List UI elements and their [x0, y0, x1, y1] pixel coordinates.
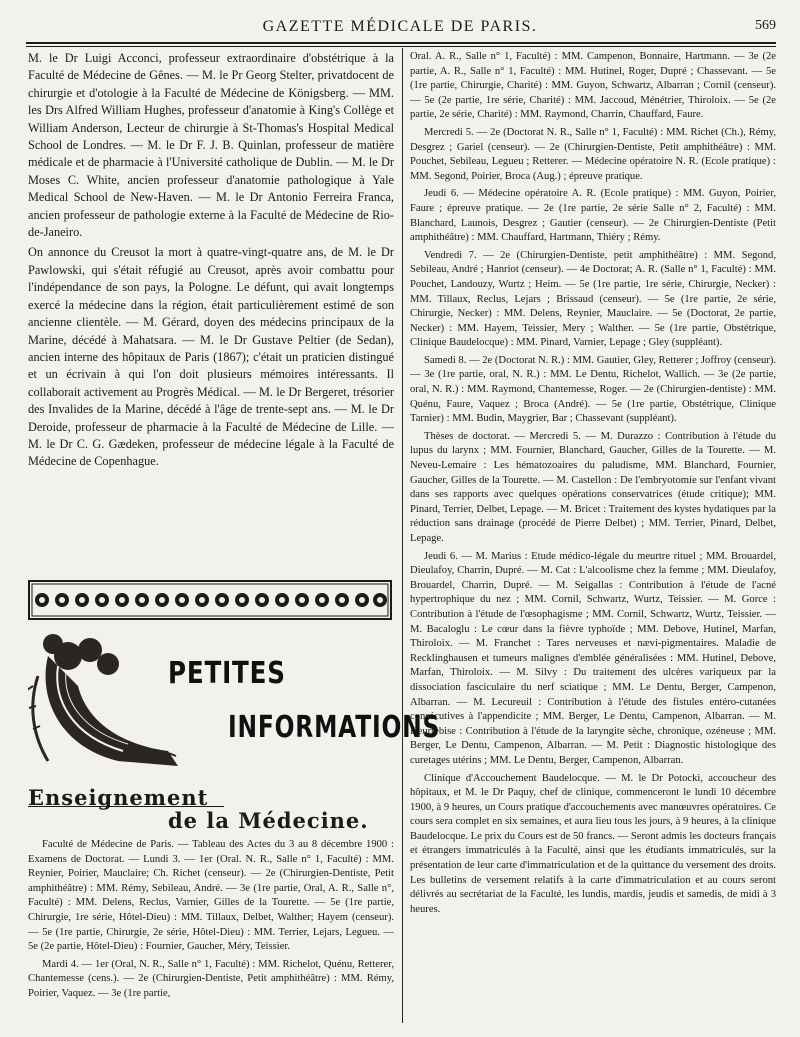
petites-informations-banner: [28, 626, 441, 776]
paragraph: Mardi 4. — 1er (Oral, N. R., Salle n° 1, Faculté) : MM. Richelot, Quénu, Retterer, Chantemesse (cens.). — 2e (Chirurgien-Dentiste, Petit amphithéâtre) : MM. Rémy, Poirier, Vaquez. — 3e (1re partie,: [28, 958, 394, 999]
paragraph: Oral. A. R., Salle n° 1, Faculté) : MM. Campenon, Bonnaire, Hartmann. — 3e (2e partie, A. R., Salle n° 1, Faculté) : MM. Hutinel, Roger, Dupré ; Chassevant. — 5e (1re partie, Chirurgie, Charité) : MM. Guyon, Schwartz, Albarran ; Cornil (censeur). — 5e (2e partie, 1re série, Charité) : MM. Jaccoud, Ménétrier, Thiroloix. — 5e (2e partie, 2e série, Charité) : MM. Raymond, Charrin, Chauffard, Faure.: [410, 51, 776, 121]
cornucopia-illustration: [28, 626, 188, 776]
journal-title: GAZETTE MÉDICALE DE PARIS.: [262, 18, 538, 35]
heading-underline: [28, 806, 224, 807]
paragraph: On annonce du Creusot la mort à quatre-vingt-quatre ans, de M. le Dr Pawlowski, qui s'était réfugié au Creusot, après avoir combattu pour l'indépendance de son pays, la Pologne. Le défunt, qui avait longtemps exercé la médecine dans la région, était particulièrement estimé de son ancienne clientèle. — M. Gérard, doyen des médecins principaux de la Marine, décédé à Mahatsara. — M. le Dr Gustave Peltier (de Sedan), ancien interne des hôpitaux de Paris (1867); c'était un praticien distingué et un écrivain à qui l'on doit plusieurs mémoires intéressants. Il collaborait activement au Progrès Médical. — M. le Dr Bergeret, trésorier des Invalides de la Marine, décédé à l'âge de trente-sept ans. — M. le Dr Deroide, professeur de pharmacie à la Faculté de Médecine de Lille. — M. le Dr C. G. Gædeken, professeur de médecine légale à la Faculté de Médecine de Copenhague.: [28, 245, 394, 469]
page-header: [22, 14, 778, 40]
ornamental-border: [28, 580, 392, 620]
page-number: 569: [755, 18, 776, 33]
paragraph: Vendredi 7. — 2e (Chirurgien-Dentiste, petit amphithéâtre) : MM. Segond, Sebileau, André ; Hanriot (censeur). — 4e Doctorat; A. R. (Salle n° 1, Faculté) : MM. Pouchet, Landouzy, Wurtz ; Heim. — 5e (1re partie, 1re série, Chirurgie, Necker) : MM. Tillaux, Reclus, Lejars ; Brissaud (censeur). — 5e (1re partie, 2e série, Chirurgie, Necker) : MM. Delens, Reynier, Mauclaire. — 5e (Doctorat, 2e partie, Necker) : MM. Hayem, Teissier, Mery ; Walther. — 5e (1re partie, Obstétrique, Clinique Baudelocque) : MM. Pinard, Varnier, Lepage ; Gley (suppléant).: [410, 249, 776, 349]
section-heading-line-1: Enseignement: [28, 785, 209, 810]
header-rule-thin: [26, 46, 776, 47]
paragraph: Faculté de Médecine de Paris. — Tableau des Actes du 3 au 8 décembre 1900 : Examens de Doctorat. — Lundi 3. — 1er (Oral. N. R., Salle n° 1, Faculté) : MM. Reynier, Poirier, Mauclaire; Ch. Richet (censeur). — 2e (Chirurgien-Dentiste, Petit amphithéâtre) : MM. Rémy, Sebileau, André. — 3e (1re partie, Oral, A. R., Salle n°, Faculté) : MM. Delens, Reclus, Varnier, Gilles de la Tourette. — 5e (1re partie, Chirurgie, 1re série, Hôtel-Dieu) : MM. Tillaux, Delbet, Walther; Hayem (censeur). — 5e (1re partie, Chirurgie, 2e série, Hôtel-Dieu) : MM. Terrier, Lejars, Legueu. — 5e (2e partie, Hôtel-Dieu) : Fournier, Gaucher, Méry, Teissier.: [28, 839, 394, 953]
section-heading-line-2: de la Médecine.: [168, 808, 369, 833]
left-column-top: [28, 50, 394, 570]
paragraph: Jeudi 6. — Médecine opératoire A. R. (Ecole pratique) : MM. Guyon, Poirier, Faure ; épreuve pratique. — 2e (1re partie, 2e série Salle n° 2, Faculté) : MM. Blanchard, Launois, Desgrez ; Gautier (censeur). — 2e Chirurgien-Dentiste (Petit amphithéâtre) : MM. Chauffard, Hartmann, Thiéry ; Rémy.: [410, 188, 776, 244]
paragraph: Samedi 8. — 2e (Doctorat N. R.) : MM. Gautier, Gley, Retterer ; Joffroy (censeur). — 3e (1re partie, oral, N. R.) : MM. Le Dentu, Richelot, Wallich. — 3e (2e partie, oral, N. R.) : MM. Raymond, Chantemesse, Roger. — 2e (Chirurgien-dentiste) : MM. Quénu, Faure, Vaquez ; Broca (André). — 5e (1re partie, Obstétrique, Clinique Tarnier) : MM. Budin, Maygrier, Bar ; Chassevant (suppléant).: [410, 354, 776, 425]
paragraph: Mercredi 5. — 2e (Doctorat N. R., Salle n° 1, Faculté) : MM. Richet (Ch.), Rémy, Desgrez ; Gariel (censeur). — 2e (Chirurgien-Dentiste, Petit amphithéâtre) : MM. Pouchet, Sebileau, Legueu ; Retterer. — Médecine opératoire N. R. (Ecole pratique) : MM. Segond, Poirier, Broca (Aug.) ; épreuve pratique.: [410, 126, 776, 182]
column-separator: [402, 48, 403, 1023]
paragraph: Clinique d'Accouchement Baudelocque. — M. le Dr Potocki, accoucheur des hôpitaux, et M. le Dr Paquy, chef de clinique, commenceront le lundi 10 décembre 1900, à 9 heures, un Cours pratique d'accouchements avec manœuvres opératoires. Ce cours sera complet en six semaines, et aura lieu tous les jours, à 9 heures, à la clinique Baudelocque. Le prix du Cours est de 50 francs. — Seront admis les docteurs français et étrangers immatriculés à la Faculté, ainsi que les étudiants immatriculés, sur la présentation de leur carte d'immatriculation et de la quittance du versement des droits. Les bulletins de versement relatifs à la carte d'immatriculation et au cours seront délivrés au secrétariat de la Faculté, les lundis, mardis, jeudis et samedis, de midi à 3 heures.: [410, 772, 776, 915]
paragraph: M. le Dr Luigi Acconci, professeur extraordinaire d'obstétrique à la Faculté de Médecine de Gênes. — M. le Pr Georg Stelter, privatdocent de chirurgie et d'otologie à la Faculté de Médecine de Königsberg. — MM. les Drs Alfred William Hughes, professeur d'anatomie à King's Collège et William Anderson, Lecteur de chirurgie à St-Thomas's Hospital Medical School de Londres. — M. le Dr F. J. B. Quinlan, professeur de matière médicale et de pharmacie à l'Université catholique de Dublin. — M. le Dr Moses C. White, ancien professeur d'anatomie pathologique à Yale Medical School de New-Haven. — M. le Dr Antonio Ferreira Franca, ancien professeur de pathologie externe à la Faculté de Médecine de Rio-de-Janeiro.: [28, 51, 394, 240]
title-petites: PETITES: [168, 656, 286, 691]
paragraph: Jeudi 6. — M. Marius : Etude médico-légale du meurtre rituel ; MM. Brouardel, Dieulafoy, Charrin, Dupré. — M. Cat : L'alcoolisme chez la femme ; MM. Dieulafoy, Brouardel, Charrin, Dupré. — M. Seigallas : Contribution à l'étude de l'acné hypertrophique du nez ; MM. Cornil, Schwartz, Wurtz, Teissier. — M. Gorce : Contribution à l'étude de l'œsophagisme ; MM. Cornil, Schwartz, Wurtz, Teissier. — M. Bacaloglu : Le cœur dans la fièvre typhoïde ; MM. Debove, Hutinel, Marfan, Thiroloix. — M. Franchet : Tares nerveuses et nævi-pigmentaires. Maladie de Recklinghausen et tumeurs malignes d'emblée généralisées : MM. Hutinel, Debove, Marfan, Thiroloix. — M. Silvy : Du traitement des ulcères variqueux par la dissociation fasciculaire du nerf sciatique ; MM. Le Dentu, Berger, Campenon, Albarran. — M. Lecureuil : Contribution à l'étude des fistules entéro-cutanées consécutives à l'appendicite ; MM. Berger, Le Dentu, Campenon, Albarran. — M. Heurtebise : Contribution à l'étude de la laryngite sèche, chronique, ozéneuse ; MM. Berger, Le Dentu, Campenon, Albarran. — M. Petit : Diagnostic histologique des curetages utérins ; MM. Le Dentu, Berger, Campenon, Albarran.: [410, 550, 776, 766]
paragraph: Thèses de doctorat. — Mercredi 5. — M. Durazzo : Contribution à l'étude du lupus du larynx ; MM. Fournier, Blanchard, Gaucher, Gilles de la Tourette. — M. Neveu-Lemaire : Les hématozoaires du paludisme, MM. Blanchard, Fournier, Gaucher, Gilles de la Tourette. — M. Castellon : De l'embryotomie sur l'enfant vivant dans ses rapports avec quelques opérations conservatrices (étude critique); MM. Pinard, Terrier, Delbet, Lepage. — M. Bricet : Traitement des kystes hydatiques par la réduction sans drainage (procédé de Pierre Delbet) ; MM. Terrier, Pinard, Delbet, Lepage.: [410, 430, 776, 544]
right-column: [410, 50, 776, 1025]
left-column-bottom: [28, 838, 394, 1028]
title-informations: INFORMATIONS: [228, 710, 441, 745]
header-rule: [26, 42, 776, 44]
